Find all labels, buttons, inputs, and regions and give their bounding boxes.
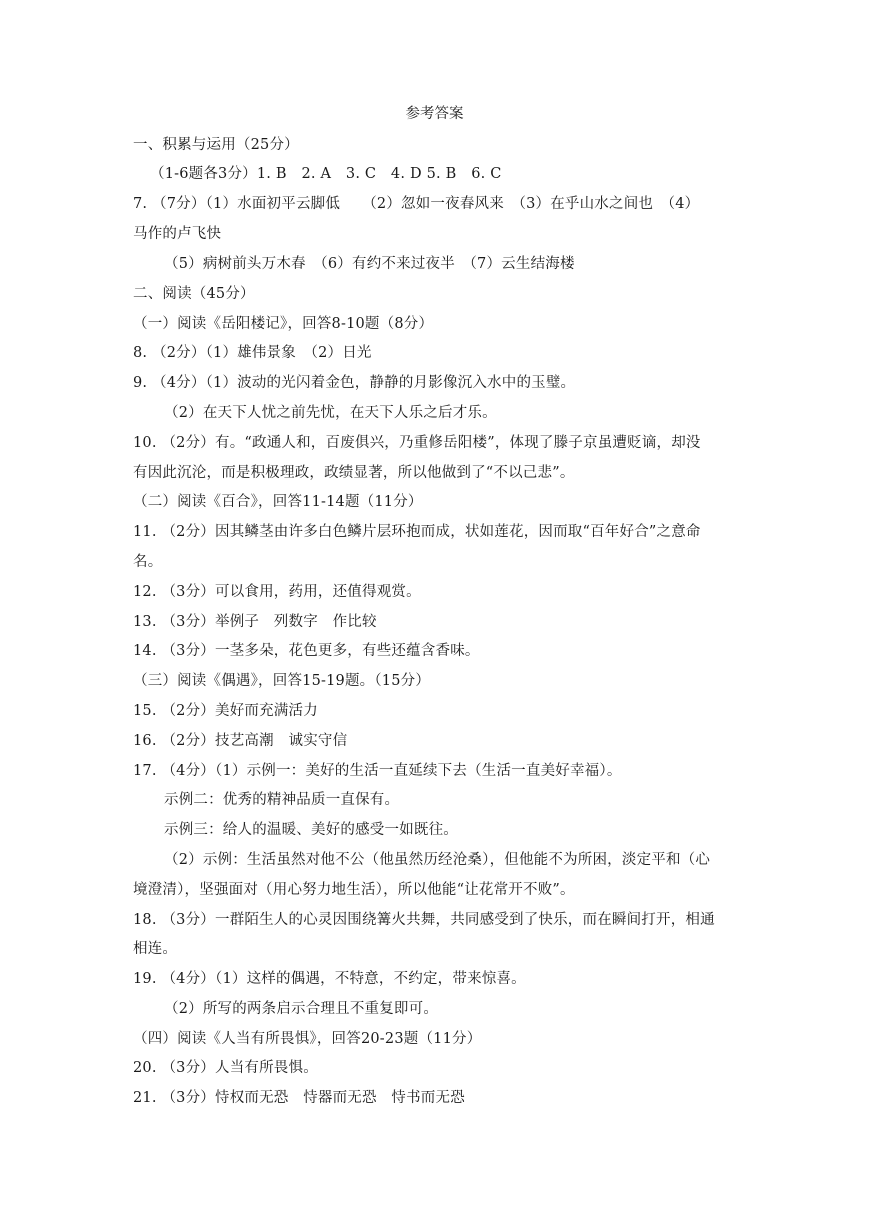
answer-17: 17. （4分）（1）示例一：美好的生活一直延续下去（生活一直美好幸福）。 — [133, 763, 622, 779]
answer-7: 7. （7分）（1）水面初平云脚低 （2）忽如一夜春风来 （3）在乎山水之间也 （4） — [133, 196, 700, 212]
answer-21: 21. （3分）恃权而无恐 恃器而无恐 恃书而无恐 — [133, 1090, 465, 1106]
answer-17-part2-cont: 境澄清），坚强面对（用心努力地生活），所以他能“让花常开不败”。 — [133, 882, 575, 898]
answer-18-cont: 相连。 — [133, 941, 178, 957]
section-heading-accumulation: 一、积累与运用（25分） — [133, 137, 299, 153]
answer-10-cont: 有因此沉沦，而是积极理政，政绩显著，所以他做到了“不以己悲”。 — [133, 465, 575, 481]
page-title: 参考答案 — [405, 106, 464, 122]
answer-18: 18. （3分）一群陌生人的心灵因围绕篝火共舞，共同感受到了快乐，而在瞬间打开，相通 — [133, 912, 715, 928]
reading-1-heading: （一）阅读《岳阳楼记》，回答8-10题（8分） — [133, 316, 434, 332]
answer-7-part2: （5）病树前头万木春 （6）有约不来过夜半 （7）云生结海楼 — [164, 256, 575, 272]
answer-8: 8. （2分）（1）雄伟景象 （2）日光 — [133, 345, 372, 361]
answer-7-cont: 马作的卢飞快 — [133, 226, 222, 242]
answer-11-cont: 名。 — [133, 554, 163, 570]
answer-15: 15. （2分）美好而充满活力 — [133, 703, 318, 719]
answer-10: 10. （2分）有。“政通人和，百废俱兴，乃重修岳阳楼”，体现了滕子京虽遭贬谪，却没 — [133, 435, 701, 451]
answer-17-example3: 示例三：给人的温暖、美好的感受一如既往。 — [164, 822, 458, 838]
reading-2-heading: （二）阅读《百合》，回答11-14题（11分） — [133, 494, 423, 510]
answer-14: 14. （3分）一茎多朵，花色更多，有些还蕴含香味。 — [133, 643, 480, 659]
answer-16: 16. （2分）技艺高潮 诚实守信 — [133, 733, 348, 749]
answer-17-part2: （2）示例：生活虽然对他不公（他虽然历经沧桑），但他能不为所困，淡定平和（心 — [164, 852, 711, 868]
reading-4-heading: （四）阅读《人当有所畏惧》，回答20-23题（11分） — [133, 1031, 482, 1047]
answer-19-part2: （2）所写的两条启示合理且不重复即可。 — [164, 1001, 439, 1017]
section-heading-reading: 二、阅读（45分） — [133, 286, 255, 302]
answer-9: 9. （4分）（1）波动的光闪着金色，静静的月影像沉入水中的玉璧。 — [133, 375, 576, 391]
reading-3-heading: （三）阅读《偶遇》，回答15-19题。（15分） — [133, 673, 431, 689]
answer-12: 12. （3分）可以食用，药用，还值得观赏。 — [133, 584, 421, 600]
answer-19: 19. （4分）（1）这样的偶遇，不特意，不约定，带来惊喜。 — [133, 971, 526, 987]
answer-17-example2: 示例二：优秀的精神品质一直保有。 — [164, 792, 400, 808]
answer-13: 13. （3分）举例子 列数字 作比较 — [133, 614, 377, 630]
answer-9-part2: （2）在天下人忧之前先忧，在天下人乐之后才乐。 — [164, 405, 497, 421]
answer-1-6: （1-6题各3分）1. B 2. A 3. C 4. D 5. B 6. C — [150, 166, 502, 182]
answer-11: 11. （2分）因其鳞茎由许多白色鳞片层环抱而成，状如莲花，因而取“百年好合”之意命 — [133, 524, 701, 540]
answer-20: 20. （3分）人当有所畏惧。 — [133, 1060, 318, 1076]
